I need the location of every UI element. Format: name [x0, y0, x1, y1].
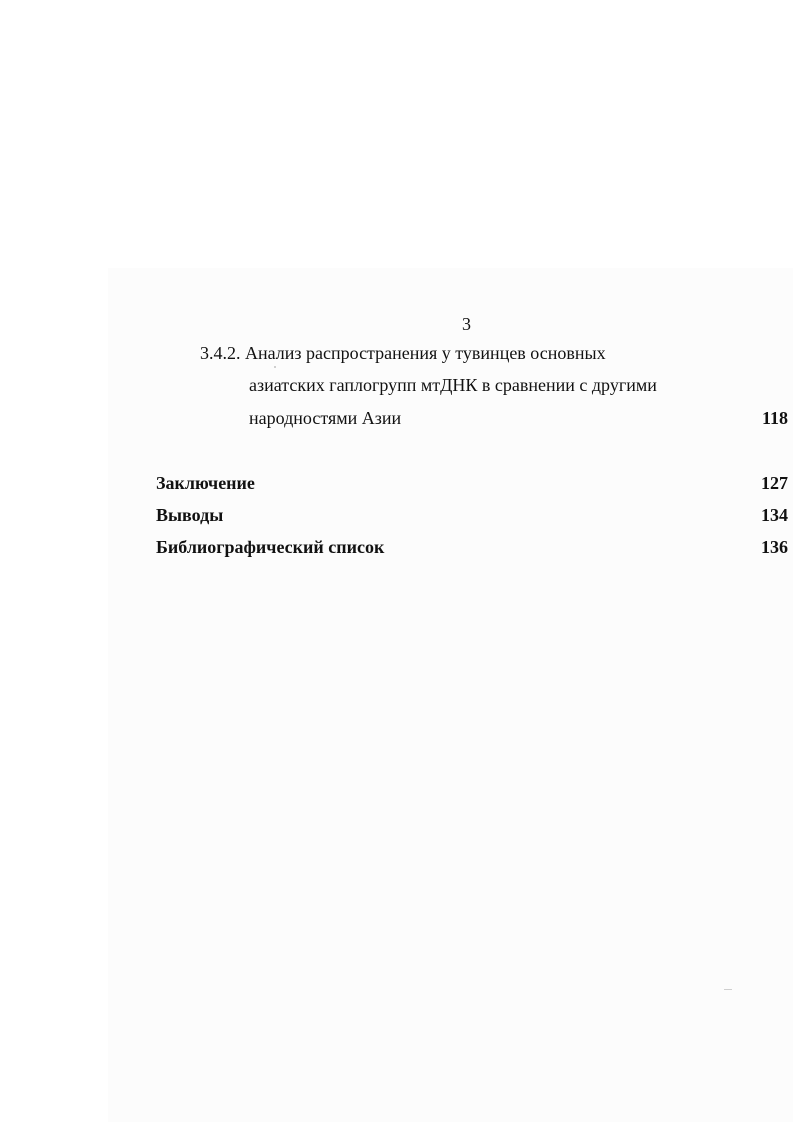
toc-entry-title: Библиографический список: [156, 537, 385, 557]
toc-entry-page: 134: [761, 505, 788, 525]
scan-background: [108, 268, 793, 1122]
subsection-title-line-3: народностями Азии: [249, 408, 402, 428]
toc-entry-conclusion: [156, 473, 788, 497]
toc-entry-page: 127: [761, 473, 788, 493]
page-number: 3: [462, 314, 471, 334]
subsection-title-line-2: азиатских гаплогрупп мтДНК в сравнении с другими: [249, 375, 657, 395]
scan-speck: [274, 366, 276, 368]
toc-entry-bibliography: [156, 537, 788, 561]
toc-entry-title: Заключение: [156, 473, 255, 493]
toc-entry-page: 136: [761, 537, 788, 557]
subsection-page-ref: 118: [761, 408, 788, 428]
subsection-title-line-1: 3.4.2. Анализ распространения у тувинцев основных: [200, 343, 606, 363]
scan-speck: [724, 989, 732, 990]
toc-entry-title: Выводы: [156, 505, 224, 525]
toc-entry-findings: [156, 505, 788, 529]
